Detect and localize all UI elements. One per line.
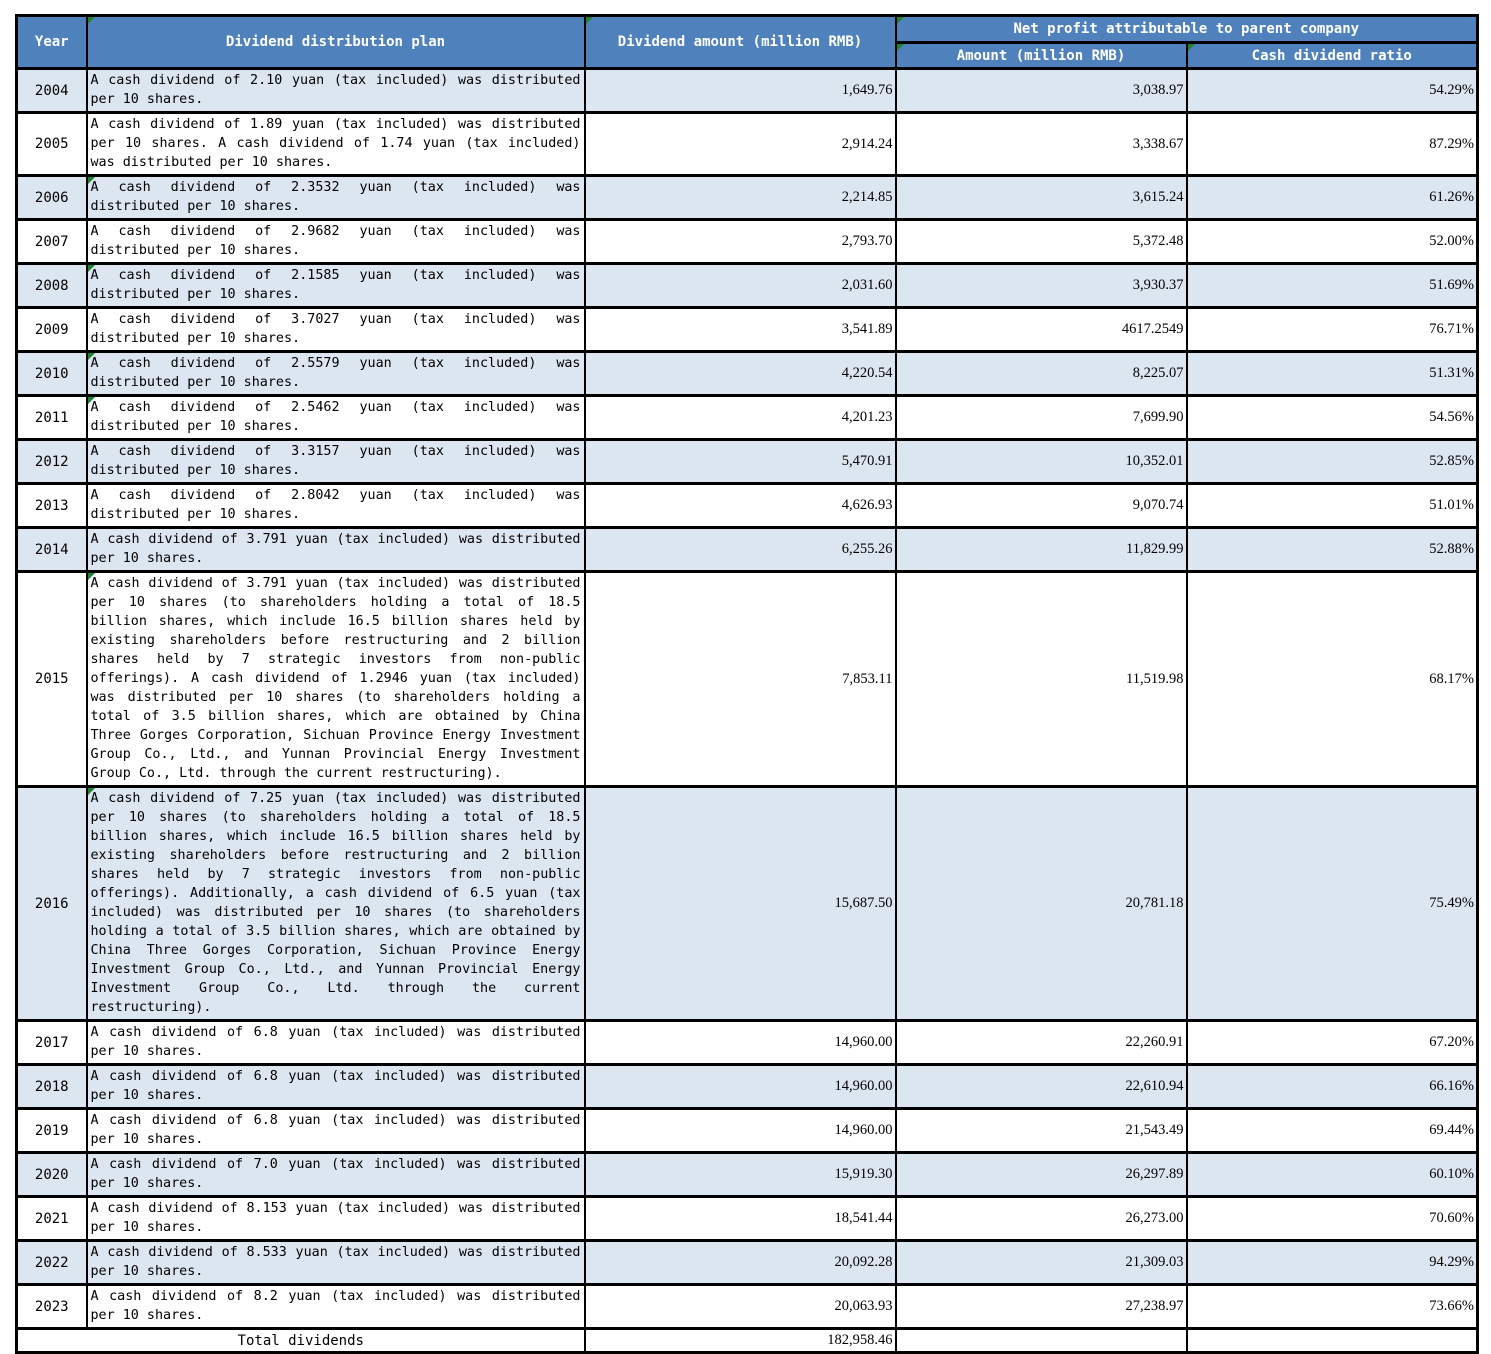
dividend-amount-cell[interactable]: 15,919.30 bbox=[585, 1153, 896, 1197]
table-row bbox=[17, 484, 1478, 528]
plan-text: A cash dividend of 8.533 yuan (tax included) was distributed per 10 shares. bbox=[90, 1245, 581, 1279]
cash-dividend-ratio-cell[interactable]: 68.17% bbox=[1187, 572, 1478, 787]
net-profit-amount-cell[interactable]: 4617.2549 bbox=[896, 308, 1187, 352]
plan-cell[interactable] bbox=[87, 308, 585, 352]
plan-text: A cash dividend of 7.25 yuan (tax included) was distributed per 10 shares (to shareholders holding a total of 18.5 billion shares, which include 16.5 billion shares held by existing shareholders before restructuring and 2 billion shares held by 7 strategic investors from non-public offerings). Additionally, a cash dividend of 6.5 yuan (tax included) was distributed per 10 shares (to shareholders holding a total of 3.5 billion shares, which are obtained by China Three Gorges Corporation, Sichuan Province Energy Investment Group Co., Ltd., and Yunnan Provincial Energy Investment Group Co., Ltd. through the current restructuring). bbox=[90, 791, 581, 1015]
header-dividend-amount-label: Dividend amount (million RMB) bbox=[617, 34, 863, 50]
cash-dividend-ratio-cell[interactable]: 67.20% bbox=[1187, 1021, 1478, 1065]
error-flag-icon bbox=[88, 265, 95, 272]
cash-dividend-ratio-cell[interactable]: 52.85% bbox=[1187, 440, 1478, 484]
dividend-amount-cell[interactable]: 20,063.93 bbox=[585, 1285, 896, 1329]
plan-text: A cash dividend of 6.8 yuan (tax included) was distributed per 10 shares. bbox=[90, 1025, 581, 1059]
net-profit-amount-cell[interactable]: 22,610.94 bbox=[896, 1065, 1187, 1109]
dividend-amount-cell[interactable]: 14,960.00 bbox=[585, 1109, 896, 1153]
dividend-amount-cell[interactable]: 2,914.24 bbox=[585, 113, 896, 176]
table-row bbox=[17, 1153, 1478, 1197]
year-cell[interactable]: 2004 bbox=[17, 69, 87, 113]
cash-dividend-ratio-cell[interactable]: 52.00% bbox=[1187, 220, 1478, 264]
table-row bbox=[17, 1241, 1478, 1285]
plan-text: A cash dividend of 3.3157 yuan (tax included) was distributed per 10 shares. bbox=[90, 444, 581, 478]
net-profit-amount-cell[interactable]: 3,038.97 bbox=[896, 69, 1187, 113]
plan-text: A cash dividend of 1.89 yuan (tax included) was distributed per 10 shares. A cash dividend of 1.74 yuan (tax included) was distributed per 10 shares. bbox=[90, 117, 581, 170]
plan-cell[interactable] bbox=[87, 1285, 585, 1329]
net-profit-amount-cell[interactable]: 22,260.91 bbox=[896, 1021, 1187, 1065]
table-row bbox=[17, 396, 1478, 440]
dividend-amount-cell[interactable]: 15,687.50 bbox=[585, 787, 896, 1021]
cash-dividend-ratio-cell[interactable]: 51.01% bbox=[1187, 484, 1478, 528]
cash-dividend-ratio-cell[interactable]: 70.60% bbox=[1187, 1197, 1478, 1241]
table-row bbox=[17, 572, 1478, 787]
net-profit-amount-cell[interactable]: 26,273.00 bbox=[896, 1197, 1187, 1241]
net-profit-amount-cell[interactable]: 27,238.97 bbox=[896, 1285, 1187, 1329]
plan-cell[interactable] bbox=[87, 572, 585, 787]
plan-text: A cash dividend of 2.1585 yuan (tax included) was distributed per 10 shares. bbox=[90, 268, 581, 302]
table-row bbox=[17, 440, 1478, 484]
net-profit-amount-cell[interactable]: 21,309.03 bbox=[896, 1241, 1187, 1285]
total-net-profit-amount-cell[interactable] bbox=[896, 1329, 1187, 1353]
dividend-table bbox=[15, 14, 1479, 1354]
cash-dividend-ratio-cell[interactable]: 87.29% bbox=[1187, 113, 1478, 176]
plan-cell[interactable] bbox=[87, 352, 585, 396]
header-net-profit-group[interactable] bbox=[896, 16, 1478, 43]
dividend-amount-cell[interactable]: 4,220.54 bbox=[585, 352, 896, 396]
net-profit-amount-cell[interactable]: 5,372.48 bbox=[896, 220, 1187, 264]
table-row bbox=[17, 220, 1478, 264]
header-year[interactable]: Year bbox=[17, 16, 87, 69]
dividend-amount-cell[interactable]: 4,626.93 bbox=[585, 484, 896, 528]
error-flag-icon bbox=[88, 397, 95, 404]
table-row bbox=[17, 352, 1478, 396]
plan-cell[interactable] bbox=[87, 1021, 585, 1065]
header-cash-dividend-ratio-label: Cash dividend ratio bbox=[1251, 47, 1412, 64]
year-cell[interactable]: 2017 bbox=[17, 1021, 87, 1065]
cash-dividend-ratio-cell[interactable]: 54.56% bbox=[1187, 396, 1478, 440]
net-profit-amount-cell[interactable]: 9,070.74 bbox=[896, 484, 1187, 528]
table-row bbox=[17, 308, 1478, 352]
header-dividend-plan-label: Dividend distribution plan bbox=[225, 34, 446, 50]
error-flag-icon bbox=[88, 788, 95, 795]
total-dividend-amount-cell[interactable]: 182,958.46 bbox=[585, 1329, 896, 1353]
plan-cell[interactable] bbox=[87, 264, 585, 308]
cash-dividend-ratio-cell[interactable]: 66.16% bbox=[1187, 1065, 1478, 1109]
error-flag-icon bbox=[897, 44, 904, 51]
dividend-amount-cell[interactable]: 2,214.85 bbox=[585, 176, 896, 220]
year-cell[interactable]: 2023 bbox=[17, 1285, 87, 1329]
net-profit-amount-cell[interactable]: 26,297.89 bbox=[896, 1153, 1187, 1197]
year-cell[interactable]: 2011 bbox=[17, 396, 87, 440]
net-profit-amount-cell[interactable]: 10,352.01 bbox=[896, 440, 1187, 484]
plan-cell[interactable] bbox=[87, 484, 585, 528]
table-row bbox=[17, 264, 1478, 308]
year-cell[interactable]: 2019 bbox=[17, 1109, 87, 1153]
total-label-cell[interactable]: Total dividends bbox=[17, 1329, 585, 1353]
table-row bbox=[17, 113, 1478, 176]
cash-dividend-ratio-cell[interactable]: 51.69% bbox=[1187, 264, 1478, 308]
plan-cell[interactable] bbox=[87, 787, 585, 1021]
year-cell[interactable]: 2015 bbox=[17, 572, 87, 787]
error-flag-icon bbox=[88, 573, 95, 580]
plan-text: A cash dividend of 7.0 yuan (tax included) was distributed per 10 shares. bbox=[90, 1157, 581, 1191]
error-flag-icon bbox=[1188, 44, 1195, 51]
dividend-amount-cell[interactable]: 14,960.00 bbox=[585, 1065, 896, 1109]
dividend-amount-cell[interactable]: 2,031.60 bbox=[585, 264, 896, 308]
year-cell[interactable]: 2010 bbox=[17, 352, 87, 396]
plan-text: A cash dividend of 3.791 yuan (tax included) was distributed per 10 shares (to shareholders holding a total of 18.5 billion shares, which include 16.5 billion shares held by existing shareholders before restructuring and 2 billion shares held by 7 strategic investors from non-public offerings). A cash dividend of 1.2946 yuan (tax included) was distributed per 10 shares (to shareholders holding a total of 3.5 billion shares, which are obtained by China Three Gorges Corporation, Sichuan Province Energy Investment Group Co., Ltd., and Yunnan Provincial Energy Investment Group Co., Ltd. through the current restructuring). bbox=[90, 576, 581, 781]
table-row bbox=[17, 1197, 1478, 1241]
plan-cell[interactable] bbox=[87, 1065, 585, 1109]
net-profit-amount-cell[interactable]: 8,225.07 bbox=[896, 352, 1187, 396]
cash-dividend-ratio-cell[interactable]: 76.71% bbox=[1187, 308, 1478, 352]
plan-cell[interactable] bbox=[87, 113, 585, 176]
year-cell[interactable]: 2009 bbox=[17, 308, 87, 352]
plan-cell[interactable] bbox=[87, 440, 585, 484]
dividend-amount-cell[interactable]: 5,470.91 bbox=[585, 440, 896, 484]
error-flag-icon bbox=[897, 17, 904, 24]
net-profit-amount-cell[interactable]: 7,699.90 bbox=[896, 396, 1187, 440]
year-cell[interactable]: 2005 bbox=[17, 113, 87, 176]
plan-cell[interactable] bbox=[87, 1109, 585, 1153]
plan-text: A cash dividend of 8.2 yuan (tax included) was distributed per 10 shares. bbox=[90, 1289, 581, 1323]
plan-text: A cash dividend of 3.791 yuan (tax included) was distributed per 10 shares. bbox=[90, 532, 581, 566]
year-cell[interactable]: 2021 bbox=[17, 1197, 87, 1241]
net-profit-amount-cell[interactable]: 20,781.18 bbox=[896, 787, 1187, 1021]
year-cell[interactable]: 2013 bbox=[17, 484, 87, 528]
plan-text: A cash dividend of 8.153 yuan (tax included) was distributed per 10 shares. bbox=[90, 1201, 581, 1235]
header-dividend-plan[interactable] bbox=[87, 16, 585, 69]
plan-cell[interactable] bbox=[87, 1197, 585, 1241]
dividend-amount-cell[interactable]: 4,201.23 bbox=[585, 396, 896, 440]
year-cell[interactable]: 2012 bbox=[17, 440, 87, 484]
plan-text: A cash dividend of 6.8 yuan (tax included) was distributed per 10 shares. bbox=[90, 1113, 581, 1147]
worksheet-area bbox=[15, 14, 1479, 1354]
net-profit-amount-cell[interactable]: 11,829.99 bbox=[896, 528, 1187, 572]
table-header bbox=[17, 16, 1478, 69]
header-dividend-amount[interactable] bbox=[585, 16, 896, 69]
cash-dividend-ratio-cell[interactable]: 69.44% bbox=[1187, 1109, 1478, 1153]
cash-dividend-ratio-cell[interactable]: 60.10% bbox=[1187, 1153, 1478, 1197]
plan-cell[interactable] bbox=[87, 220, 585, 264]
plan-text: A cash dividend of 2.10 yuan (tax included) was distributed per 10 shares. bbox=[90, 73, 581, 107]
table-row bbox=[17, 1285, 1478, 1329]
year-cell[interactable]: 2018 bbox=[17, 1065, 87, 1109]
error-flag-icon bbox=[88, 17, 95, 24]
header-cash-dividend-ratio[interactable] bbox=[1187, 43, 1478, 69]
plan-text: A cash dividend of 3.7027 yuan (tax included) was distributed per 10 shares. bbox=[90, 312, 581, 346]
cash-dividend-ratio-cell[interactable]: 94.29% bbox=[1187, 1241, 1478, 1285]
year-cell[interactable]: 2022 bbox=[17, 1241, 87, 1285]
dividend-amount-cell[interactable]: 14,960.00 bbox=[585, 1021, 896, 1065]
year-cell[interactable]: 2006 bbox=[17, 176, 87, 220]
header-net-profit-group-label: Net profit attributable to parent company bbox=[1013, 21, 1360, 37]
plan-text: A cash dividend of 2.9682 yuan (tax included) was distributed per 10 shares. bbox=[90, 224, 581, 258]
table-row bbox=[17, 528, 1478, 572]
table-row bbox=[17, 1021, 1478, 1065]
cash-dividend-ratio-cell[interactable]: 75.49% bbox=[1187, 787, 1478, 1021]
plan-cell[interactable] bbox=[87, 396, 585, 440]
error-flag-icon bbox=[88, 177, 95, 184]
dividend-amount-cell[interactable]: 18,541.44 bbox=[585, 1197, 896, 1241]
plan-text: A cash dividend of 2.5462 yuan (tax included) was distributed per 10 shares. bbox=[90, 400, 581, 434]
plan-cell[interactable] bbox=[87, 176, 585, 220]
table-row bbox=[17, 787, 1478, 1021]
plan-cell[interactable] bbox=[87, 528, 585, 572]
plan-text: A cash dividend of 2.3532 yuan (tax included) was distributed per 10 shares. bbox=[90, 180, 581, 214]
year-cell[interactable]: 2007 bbox=[17, 220, 87, 264]
plan-cell[interactable] bbox=[87, 1153, 585, 1197]
cash-dividend-ratio-cell[interactable]: 73.66% bbox=[1187, 1285, 1478, 1329]
dividend-amount-cell[interactable]: 1,649.76 bbox=[585, 69, 896, 113]
table-body bbox=[17, 69, 1478, 1329]
table-row bbox=[17, 1065, 1478, 1109]
table-row bbox=[17, 176, 1478, 220]
plan-cell[interactable] bbox=[87, 69, 585, 113]
year-cell[interactable]: 2014 bbox=[17, 528, 87, 572]
cash-dividend-ratio-cell[interactable]: 51.31% bbox=[1187, 352, 1478, 396]
net-profit-amount-cell[interactable]: 3,930.37 bbox=[896, 264, 1187, 308]
total-cash-dividend-ratio-cell[interactable] bbox=[1187, 1329, 1478, 1353]
net-profit-amount-cell[interactable]: 11,519.98 bbox=[896, 572, 1187, 787]
net-profit-amount-cell[interactable]: 3,338.67 bbox=[896, 113, 1187, 176]
header-net-profit-amount-label: Amount (million RMB) bbox=[956, 47, 1126, 64]
table-row bbox=[17, 1109, 1478, 1153]
dividend-amount-cell[interactable]: 6,255.26 bbox=[585, 528, 896, 572]
year-cell[interactable]: 2020 bbox=[17, 1153, 87, 1197]
header-net-profit-amount[interactable] bbox=[896, 43, 1187, 69]
cash-dividend-ratio-cell[interactable]: 61.26% bbox=[1187, 176, 1478, 220]
net-profit-amount-cell[interactable]: 21,543.49 bbox=[896, 1109, 1187, 1153]
net-profit-amount-cell[interactable]: 3,615.24 bbox=[896, 176, 1187, 220]
cash-dividend-ratio-cell[interactable]: 54.29% bbox=[1187, 69, 1478, 113]
total-row bbox=[17, 1329, 1478, 1353]
dividend-amount-cell[interactable]: 20,092.28 bbox=[585, 1241, 896, 1285]
error-flag-icon bbox=[88, 353, 95, 360]
dividend-amount-cell[interactable]: 3,541.89 bbox=[585, 308, 896, 352]
plan-text: A cash dividend of 6.8 yuan (tax included) was distributed per 10 shares. bbox=[90, 1069, 581, 1103]
plan-cell[interactable] bbox=[87, 1241, 585, 1285]
table-footer bbox=[17, 1329, 1478, 1353]
year-cell[interactable]: 2016 bbox=[17, 787, 87, 1021]
dividend-amount-cell[interactable]: 2,793.70 bbox=[585, 220, 896, 264]
cash-dividend-ratio-cell[interactable]: 52.88% bbox=[1187, 528, 1478, 572]
dividend-amount-cell[interactable]: 7,853.11 bbox=[585, 572, 896, 787]
year-cell[interactable]: 2008 bbox=[17, 264, 87, 308]
table-row bbox=[17, 69, 1478, 113]
error-flag-icon bbox=[586, 17, 593, 24]
plan-text: A cash dividend of 2.8042 yuan (tax included) was distributed per 10 shares. bbox=[90, 488, 581, 522]
plan-text: A cash dividend of 2.5579 yuan (tax included) was distributed per 10 shares. bbox=[90, 356, 581, 390]
